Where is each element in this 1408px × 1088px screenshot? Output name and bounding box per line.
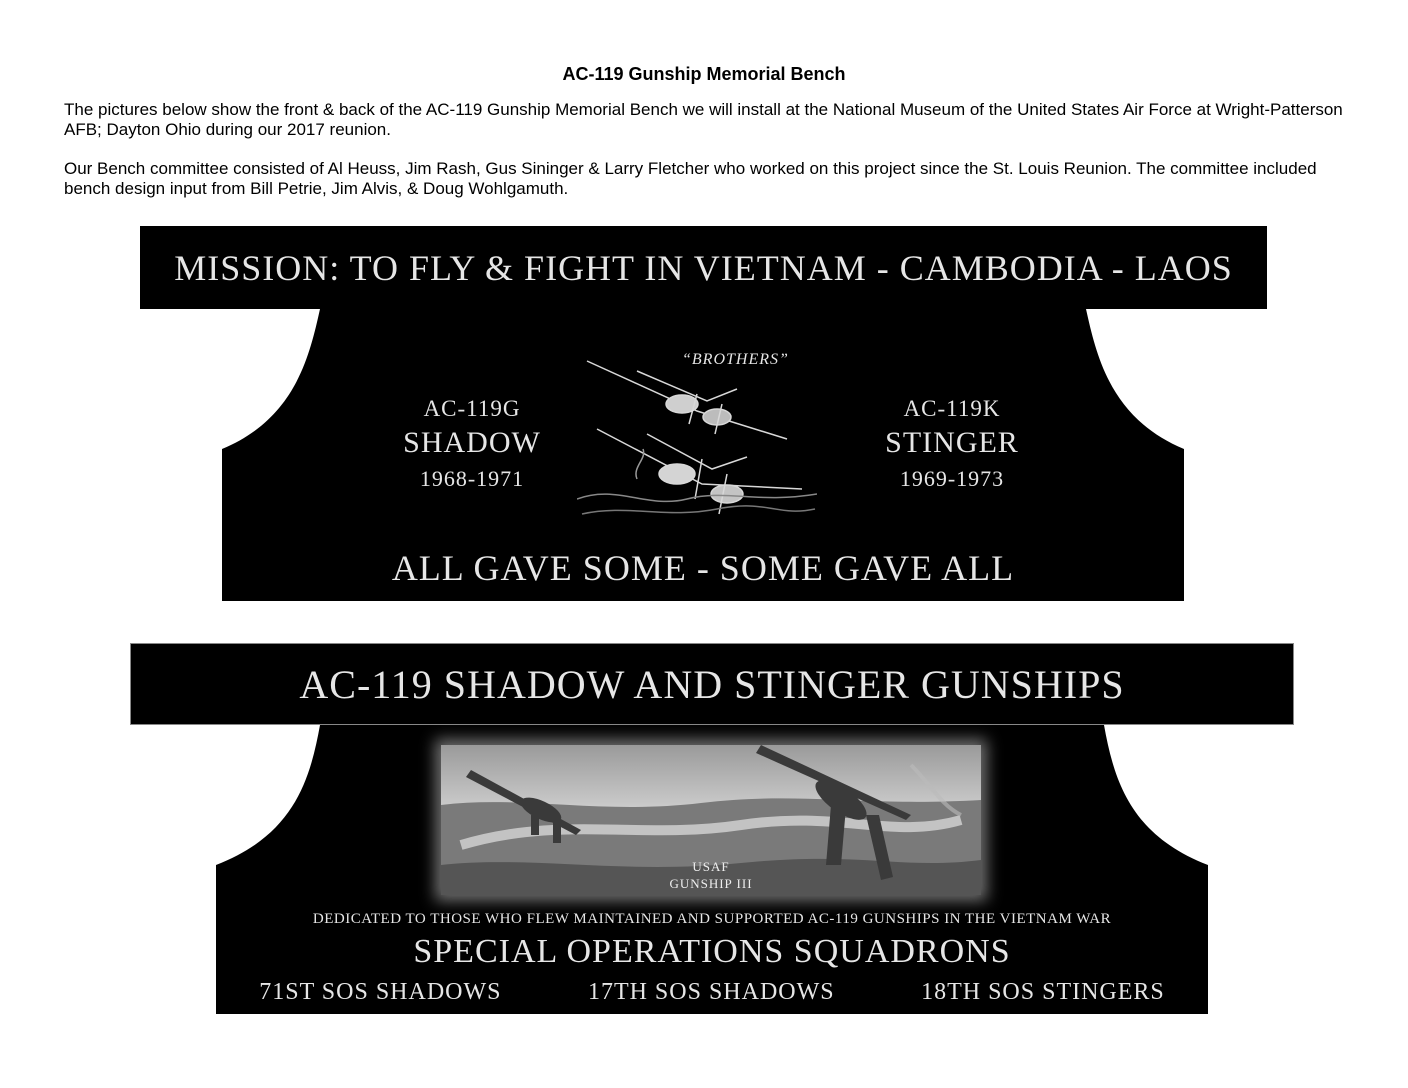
document-title: AC-119 Gunship Memorial Bench [562, 64, 846, 84]
intro-paragraph: The pictures below show the front & back of the AC-119 Gunship Memorial Bench we will install at the National Museum of the United States Air Force at Wright-Patterson AFB; Dayton Ohio during our 2017 reunion. [64, 100, 1343, 139]
photo-caption [441, 858, 981, 892]
stinger-years: 1969-1973 [899, 466, 1005, 491]
back-banner-text: AC-119 SHADOW AND STINGER GUNSHIPS [299, 661, 1125, 707]
squadron-71st: 71ST SOS SHADOWS [259, 979, 502, 1005]
shadow-block [372, 395, 572, 495]
squadron-17th: 17TH SOS SHADOWS [587, 979, 835, 1005]
shadow-model: AC-119G [423, 396, 521, 421]
photo-caption-line2: GUNSHIP III [669, 876, 753, 891]
committee-paragraph: Our Bench committee consisted of Al Heuss, Jim Rash, Gus Sininger & Larry Fletcher who worked on this project since the St. Louis Reunion. The committee included bench design input from Bill Petrie, Jim Alvis, & Doug Wohlgamuth. [64, 159, 1317, 198]
brothers-gunship-illustration [577, 349, 817, 524]
stinger-name: STINGER [885, 426, 1019, 459]
stinger-block [852, 395, 1052, 495]
brothers-caption: “BROTHERS” [682, 351, 789, 368]
gunship-photo [441, 745, 981, 895]
photo-caption-line1: USAF [692, 859, 730, 874]
front-motto: ALL GAVE SOME - SOME GAVE ALL [391, 548, 1015, 588]
squadrons-title: SPECIAL OPERATIONS SQUADRONS [413, 933, 1011, 970]
shadow-years: 1968-1971 [419, 466, 525, 491]
dedication-text: DEDICATED TO THOSE WHO FLEW MAINTAINED AND SUPPORTED AC-119 GUNSHIPS IN THE VIETNAM WAR [312, 911, 1112, 927]
front-banner-text: MISSION: TO FLY & FIGHT IN VIETNAM - CAMBODIA - LAOS [174, 247, 1233, 288]
front-backrest-banner [140, 226, 1267, 309]
squadron-list [216, 979, 1208, 1006]
back-seat-panel [216, 725, 1208, 1014]
squadron-18th: 18TH SOS STINGERS [921, 979, 1165, 1005]
stinger-model: AC-119K [903, 396, 1001, 421]
front-seat-panel [222, 309, 1184, 601]
back-backrest-banner [130, 643, 1294, 725]
shadow-name: SHADOW [403, 426, 541, 459]
